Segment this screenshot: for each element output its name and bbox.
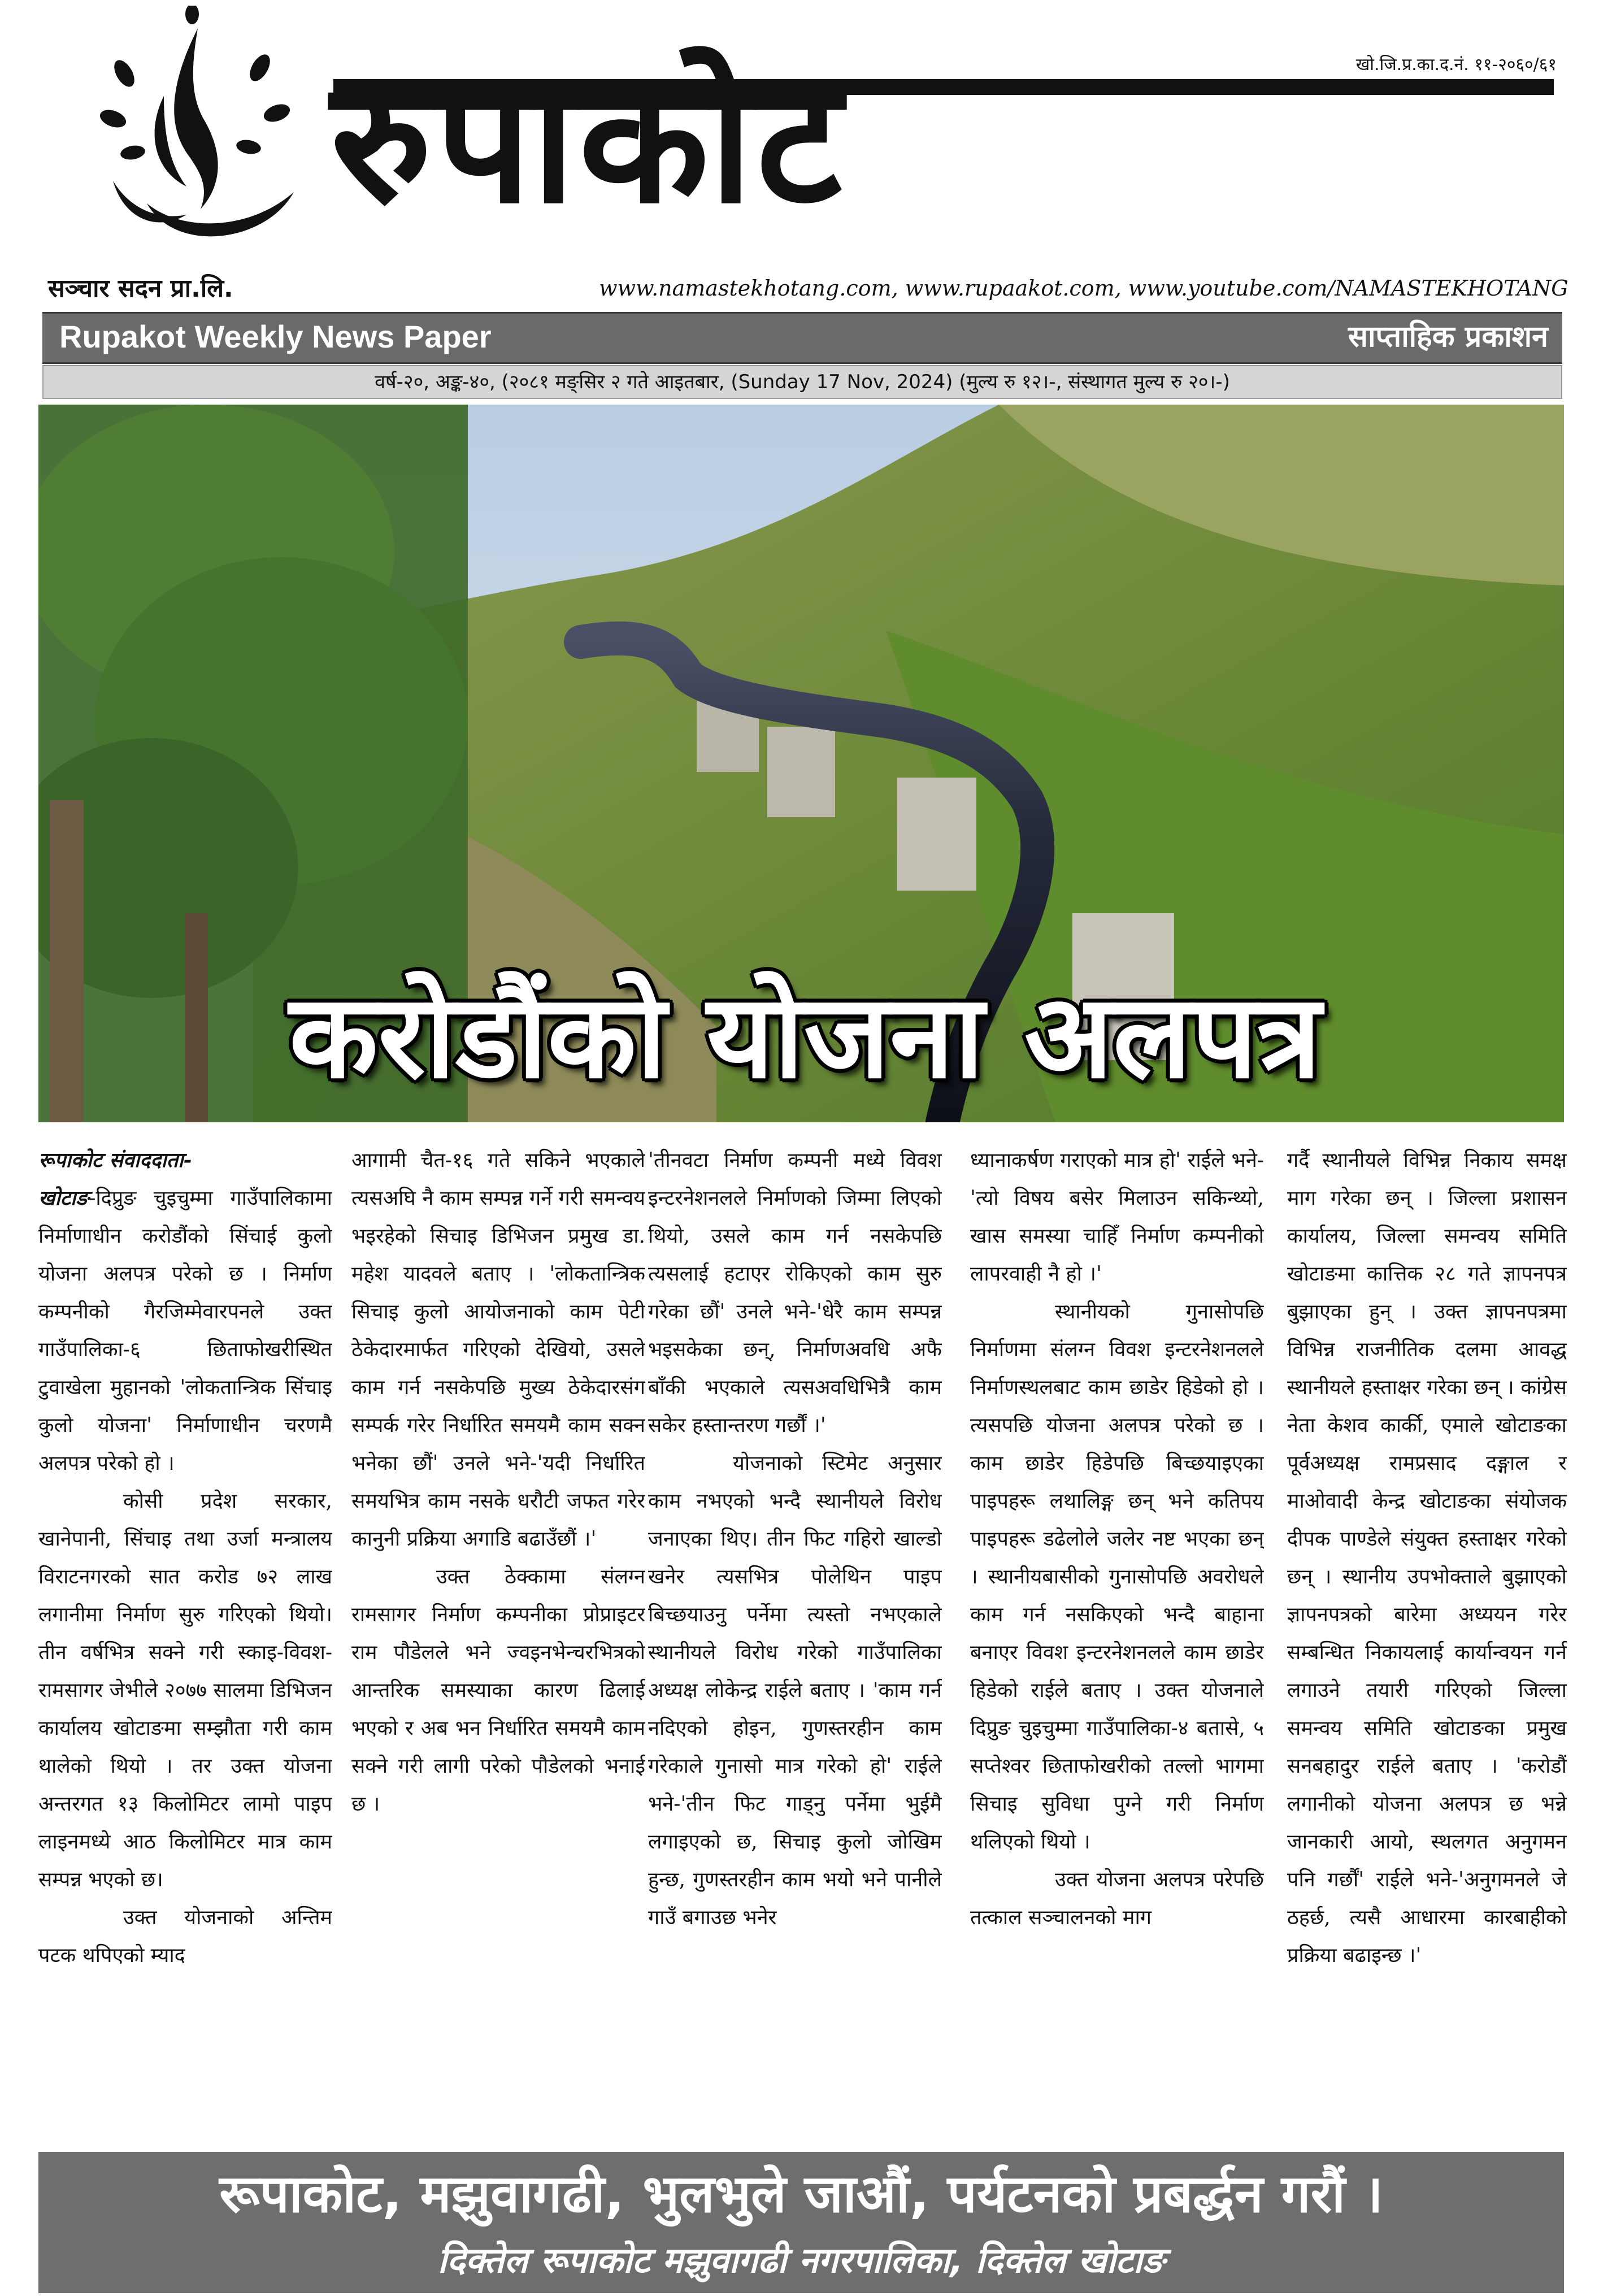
article-column-2 xyxy=(351,1142,645,2125)
flame-logo-icon xyxy=(79,6,316,266)
byline-reporter: रूपाकोट संवाददाता- xyxy=(38,1148,192,1172)
newspaper-title: रुपाकोट xyxy=(331,41,845,241)
headline: करोडौंको योजना अलपत्र xyxy=(289,970,1322,1104)
article-paragraph: 'तीनवटा निर्माण कम्पनी मध्ये विवश इन्टरनेशनलले निर्माणको जिम्मा लिएको थियो, उसले काम गर्न नसकेपछि त्यसलाई हटाएर रोकिएको काम सुरु गरेका छौं' उनले भने-'धेरै काम सम्पन्न भइसकेका छन्, निर्माणअवधि अफै बाँकी भएकाले त्यसअवधिभित्रै काम सकेर हस्तान्तरण गर्छौं ।' xyxy=(648,1149,942,1437)
article-paragraph: गर्दै स्थानीयले विभिन्न निकाय समक्ष माग गरेका छन् । जिल्ला प्रशासन कार्यालय, जिल्ला समन्वय समिति खोटाङमा कात्तिक २८ गते ज्ञापनपत्र बुझाएका हुन् । उक्त ज्ञापनपत्रमा विभिन्न राजनीतिक दलमा आवद्ध स्थानीयले हस्ताक्षर गरेका छन् । कांग्रेस नेता केशव कार्की, एमाले खोटाङका पूर्वअध्यक्ष रामप्रसाद दङ्गाल र माओवादी केन्द्र खोटाङका संयोजक दीपक पाण्डेले संयुक्त हस्ताक्षर गरेको छन् । स्थानीय उपभोक्ताले बुझाएको ज्ञापनपत्रको बारेमा अध्ययन गरेर सम्बन्धित निकायलाई कार्यान्वयन गर्न लगाउने तयारी गरिएको जिल्ला समन्वय समिति खोटाङका प्रमुख सनबहादुर राईले बताए । 'करोडौं लगानीको योजना अलपत्र छ भन्ने जानकारी आयो, स्थलगत अनुगमन पनि गर्छौं' राईले भने-'अनुगमनले जे ठहर्छ, त्यसै आधारमा कारबाहीको प्रक्रिया बढाइन्छ ।' xyxy=(1287,1149,1567,1967)
publication-frequency: साप्ताहिक प्रकाशन xyxy=(1348,320,1548,354)
article-paragraph: कोसी प्रदेश सरकार, खानेपानी, सिंचाइ तथा उर्जा मन्त्रालय विराटनगरको सात करोड ७२ लाख लगानीमा निर्माण सुरु गरिएको थियो। तीन वर्षभित्र सक्ने गरी स्काइ-विवश-रामसागर जेभीले २०७७ सालमा डिभिजन कार्यालय खोटाङमा सम्झौता गरी काम थालेको थियो । तर उक्त योजना अन्तरगत १३ किलोमिटर लामो पाइप लाइनमध्ये आठ किलोमिटर मात्र काम सम्पन्न भएको छ। xyxy=(38,1490,332,1891)
article-paragraph: स्थानीयको गुनासोपछि निर्माणमा संलग्न विवश इन्टरनेशनलले निर्माणस्थलबाट काम छाडेर हिडेको हो । त्यसपछि योजना अलपत्र परेको छ । काम छाडेर हिडेपछि बिच्छयाइएका पाइपहरू लथालिङ्ग छन् भने कतिपय पाइपहरू डढेलोले जलेर नष्ट भएका छन् । स्थानीयबासीको गुनासोपछि अवरोधले काम गर्न नसकिएको भन्दै बाहाना बनाएर विवश इन्टरनेशनलले काम छाडेर हिडेको राईले बताए । उक्त योजनाले दिप्रुङ चुइचुम्मा गाउँपालिका-४ बतासे, ५ सप्तेश्वर छिताफोखरीको तल्लो भागमा सिचाइ सुविधा पुग्ने गरी निर्माण थलिएको थियो । xyxy=(970,1300,1264,1854)
article-paragraph: ध्यानाकर्षण गराएको मात्र हो' राईले भने-'त्यो विषय बसेर मिलाउन सकिन्थ्यो, खास समस्या चाहिँ निर्माण कम्पनीको लापरवाही नै हो ।' xyxy=(970,1149,1264,1286)
article-paragraph: उक्त ठेक्कामा संलग्न रामसागर निर्माण कम्पनीका प्रोप्राइटर राम पौडेलले भने ज्वइनभेन्चरभित्रको आन्तरिक समस्याका कारण ढिलाई भएको र अब भन निर्धारित समयमै काम सक्ने गरी लागी परेको पौडेलको भनाई छ । xyxy=(351,1565,645,1816)
article-paragraph: योजनाको स्टिमेट अनुसार काम नभएको भन्दै स्थानीयले विरोध जनाएका थिए। तीन फिट गहिरो खाल्डो खनेर त्यसभित्र पोलेथिन पाइप बिच्छयाउनु पर्नेमा त्यस्तो नभएकाले स्थानीयले विरोध गरेको गाउँपालिका अध्यक्ष लोकेन्द्र राईले बताए । 'काम गर्न नदिएको होइन, गुणस्तरहीन काम गरेकाले गुनासो मात्र गरेको हो' राईले भने-'तीन फिट गाड्नु पर्नेमा भुईमै लगाइएको छ, सिचाइ कुलो जोखिम हुन्छ, गुणस्तरहीन काम भयो भने पानीले गाउँ बगाउछ भनेर xyxy=(648,1452,942,1929)
article-paragraph: -दिप्रुङ चुइचुम्मा गाउँपालिकामा निर्माणाधीन करोडौंको सिंचाई कुलो योजना अलपत्र परेको छ । निर्माण कम्पनीको गैरजिम्मेवारपनले उक्त गाउँपालिका-६ छिताफोखरीस्थित टुवाखेला मुहानको 'लोकतान्त्रिक सिंचाइ कुलो योजना' निर्माणाधीन चरणमै अलपत्र परेको हो । xyxy=(38,1187,332,1475)
website-links: www.namastekhotang.com, www.rupaakot.com, www.youtube.com/NAMASTEKHOTANG xyxy=(599,276,1568,301)
paper-subtitle: Rupakot Weekly News Paper xyxy=(59,319,492,354)
issue-info: वर्ष-२०, अङ्क-४०, (२०८१ मङ्सिर २ गते आइतबार, (Sunday 17 Nov, 2024) (मुल्य रु १२।-, संस्थागत मुल्य रु २०।-) xyxy=(375,371,1230,393)
publisher-address: दिक्तेल रूपाकोट मझुवागढी नगरपालिका, दिक्तेल खोटाङ xyxy=(437,2239,1165,2281)
byline-location: खोटाङ xyxy=(38,1186,89,1210)
publisher-name: सञ्चार सदन प्रा.लि. xyxy=(48,274,233,303)
article-column-1 xyxy=(38,1142,332,2125)
article-paragraph: उक्त योजनाको अन्तिम पटक थपिएको म्याद xyxy=(38,1906,332,1967)
registration-number: खो.जि.प्र.का.द.नं. ११-२०६०/६१ xyxy=(1355,55,1557,75)
article-column-4 xyxy=(970,1142,1264,2125)
article-column-5 xyxy=(1287,1142,1567,2125)
article-paragraph: आगामी चैत-१६ गते सकिने भएकाले त्यसअघि नै काम सम्पन्न गर्ने गरी समन्वय भइरहेको सिचाइ डिभिजन प्रमुख डा. महेश यादवले बताए । 'लोकतान्त्रिक सिचाइ कुलो आयोजनाको काम पेटी ठेकेदारमार्फत गरिएको देखियो, उसले काम गर्न नसकेपछि मुख्य ठेकेदारसंग सम्पर्क गरेर निर्धारित समयमै काम सक्न भनेका छौं' उनले भने-'यदी निर्धारित समयभित्र काम नसके धरौटी जफत गरेर कानुनी प्रक्रिया अगाडि बढाउँछौं ।' xyxy=(351,1149,645,1551)
article-column-3 xyxy=(648,1142,942,2125)
article-paragraph: उक्त योजना अलपत्र परेपछि तत्काल सञ्चालनको माग xyxy=(970,1868,1264,1929)
tourism-slogan: रूपाकोट, मझुवागढी, भुलभुले जाऔं, पर्यटनको प्रबर्द्धन गरौं । xyxy=(219,2164,1383,2224)
